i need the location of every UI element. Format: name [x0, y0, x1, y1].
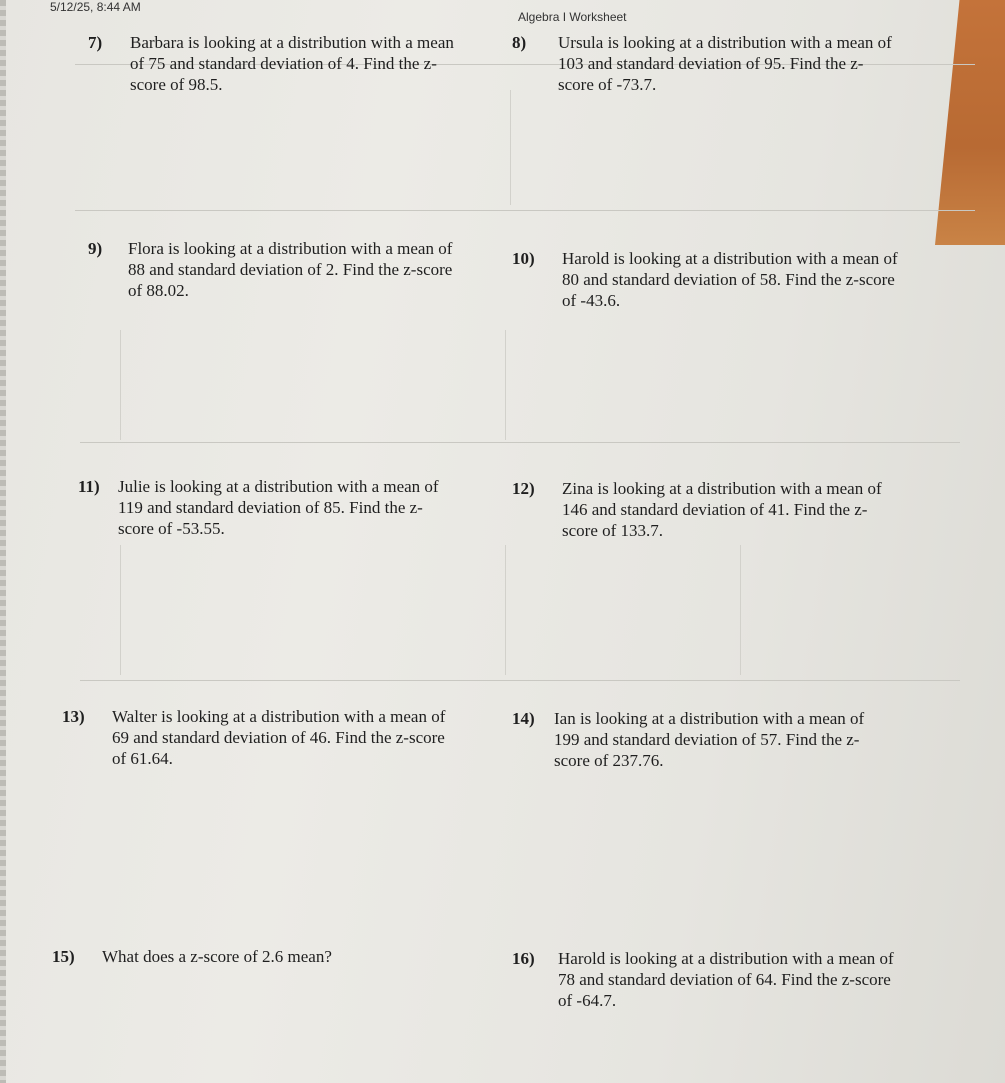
problem-number: 13) [62, 707, 85, 726]
problem-text-line: 88 and standard deviation of 2. Find the z-score [128, 260, 453, 279]
problem-number: 14) [512, 709, 535, 728]
page-binding-edge [0, 0, 6, 1083]
print-timestamp: 5/12/25, 8:44 AM [50, 0, 141, 14]
problem-text-line: Ursula is looking at a distribution with a mean of [558, 33, 892, 52]
divider [505, 330, 506, 440]
problem-text-line: score of 237.76. [554, 751, 664, 770]
problem-text-line: 119 and standard deviation of 85. Find the z- [118, 498, 423, 517]
problem-text-line: Zina is looking at a distribution with a mean of [562, 479, 882, 498]
problem-text-line: of 75 and standard deviation of 4. Find the z- [130, 54, 437, 73]
divider [120, 545, 121, 675]
problem-text-line: Barbara is looking at a distribution with a mean [130, 33, 454, 52]
problem-11 [78, 476, 439, 539]
problem-text-line: 69 and standard deviation of 46. Find the z-score [112, 728, 445, 747]
divider [80, 680, 960, 681]
problem-text-line: 199 and standard deviation of 57. Find the z- [554, 730, 860, 749]
divider [80, 442, 960, 443]
worksheet-title: Algebra I Worksheet [518, 10, 627, 24]
divider [740, 545, 741, 675]
problem-text-line: 80 and standard deviation of 58. Find the z-score [562, 270, 895, 289]
problem-text-line: score of 133.7. [562, 521, 664, 540]
problem-text-line: Harold is looking at a distribution with a mean of [562, 249, 898, 268]
problem-text-line: Ian is looking at a distribution with a mean of [554, 709, 865, 728]
problem-text-line: Flora is looking at a distribution with a mean of [128, 239, 453, 258]
problem-number: 9) [88, 239, 103, 258]
problem-text-line: Julie is looking at a distribution with a mean of [118, 477, 439, 496]
problem-text-line: 78 and standard deviation of 64. Find the z-score [558, 970, 891, 989]
problem-15 [52, 946, 332, 967]
background-corner [935, 0, 1005, 245]
problem-text-line: score of -53.55. [118, 519, 225, 538]
divider [505, 545, 506, 675]
problem-text-line: Walter is looking at a distribution with a mean of [112, 707, 446, 726]
divider [75, 210, 975, 211]
problem-9 [88, 238, 452, 301]
problem-number: 12) [512, 479, 535, 498]
problem-number: 10) [512, 249, 535, 268]
problem-16 [512, 948, 894, 1011]
problem-number: 11) [78, 477, 100, 496]
problem-number: 16) [512, 949, 535, 968]
problem-text-line: 103 and standard deviation of 95. Find the z- [558, 54, 864, 73]
problem-text-line: of -43.6. [562, 291, 621, 310]
problem-text-line: Harold is looking at a distribution with a mean of [558, 949, 894, 968]
problem-text-line: of -64.7. [558, 991, 617, 1010]
divider [120, 330, 121, 440]
problem-text-line: score of 98.5. [130, 75, 223, 94]
problem-8 [512, 32, 892, 95]
problem-number: 8) [512, 33, 527, 52]
problem-text-line: 146 and standard deviation of 41. Find the z- [562, 500, 868, 519]
problem-number: 7) [88, 33, 103, 52]
problem-13 [62, 706, 445, 769]
problem-number: 15) [52, 947, 75, 966]
problem-text-line: score of -73.7. [558, 75, 657, 94]
problem-10 [512, 248, 898, 311]
problem-14 [512, 708, 864, 771]
divider [510, 90, 511, 205]
problem-text-line: of 61.64. [112, 749, 173, 768]
problem-7 [88, 32, 454, 95]
problem-text-line: of 88.02. [128, 281, 189, 300]
problem-12 [512, 478, 882, 541]
problem-text-line: What does a z-score of 2.6 mean? [102, 947, 332, 966]
